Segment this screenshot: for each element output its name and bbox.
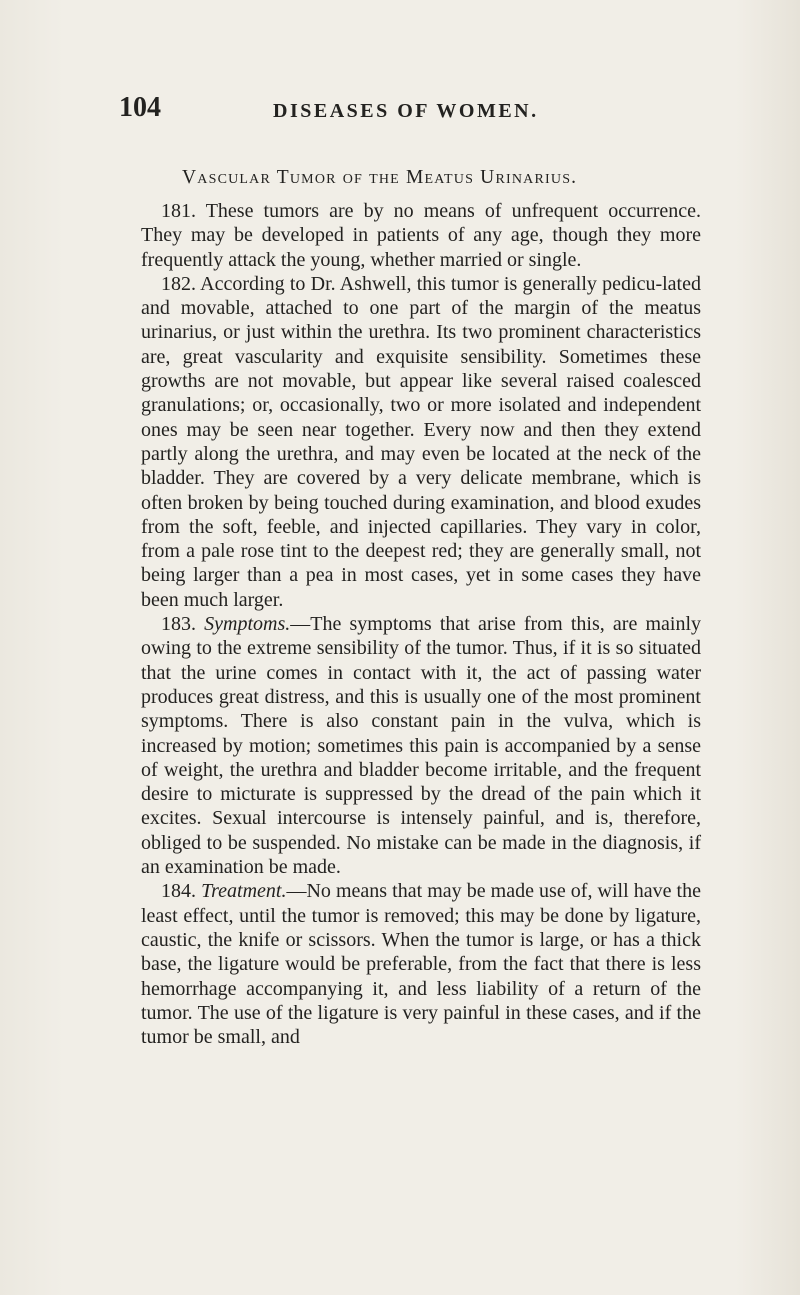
paragraph-text: According to Dr. Ashwell, this tumor is generally pedicu-lated and movable, attached to one part of the margin of the meatus urinarius, or just within the urethra. Its two prominent characteristics are, great vascularity and exquisite sensibility. Sometimes these growths are not movable, but appear like several raised coalesced granulations; or, occasionally, two or more isolated and independent ones may be seen near together. Every now and then they extend partly along the urethra, and may even be located at the neck of the bladder. They are covered by a very delicate membrane, which is often broken by being touched during examination, and blood exudes from the soft, feeble, and injected capillaries. They vary in color, from a pale rose tint to the deepest red; they are generally small, not being larger than a pea in most cases, yet in some cases they have been much larger. (141, 272, 701, 611)
section-title: Vascular Tumor of the Meatus Urinarius. (182, 167, 578, 188)
paragraph-text: These tumors are by no means of unfrequent occurrence. They may be developed in patients of any age, though they more frequently attack the young, whether married or single. (141, 200, 701, 271)
body-text (141, 199, 701, 1049)
paragraph-number: 181. (161, 200, 196, 222)
paragraph-number: 183. (161, 613, 196, 636)
paragraph-181 (141, 199, 701, 272)
running-head: DISEASES OF WOMEN. (273, 100, 539, 122)
paragraph-lead: Treatment. (201, 880, 287, 903)
page-header (119, 92, 719, 132)
paragraph-lead: Symptoms. (204, 613, 291, 636)
paragraph-number: 182. (161, 272, 196, 295)
paragraph-182 (141, 272, 701, 612)
paragraph-184 (141, 879, 701, 1049)
paragraph-number: 184. (161, 880, 196, 903)
paragraph-text: —The symptoms that arise from this, are mainly owing to the extreme sensibility of the tumor. Thus, if it is so situated that the urine comes in contact with it, the act of passing water produces great distress, and this is usually one of the most prominent symptoms. There is also constant pain in the vulva, which is increased by motion; sometimes this pain is accompanied by a sense of weight, the urethra and bladder become irritable, and the frequent desire to micturate is suppressed by the dread of the pain which it excites. Sexual intercourse is intensely painful, and is, therefore, obliged to be suspended. No mistake can be made in the diagnosis, if an examination be made. (141, 613, 702, 879)
paragraph-text: —No means that may be made use of, will have the least effect, until the tumor is removed; this may be done by ligature, caustic, the knife or scissors. When the tumor is large, or has a thick base, the ligature would be preferable, from the fact that there is less hemorrhage accompanying it, and less liability of a return of the tumor. The use of the ligature is very painful in these cases, and if the tumor be small, and (141, 880, 701, 1049)
paragraph-183 (141, 612, 701, 879)
page-number: 104 (119, 92, 161, 123)
